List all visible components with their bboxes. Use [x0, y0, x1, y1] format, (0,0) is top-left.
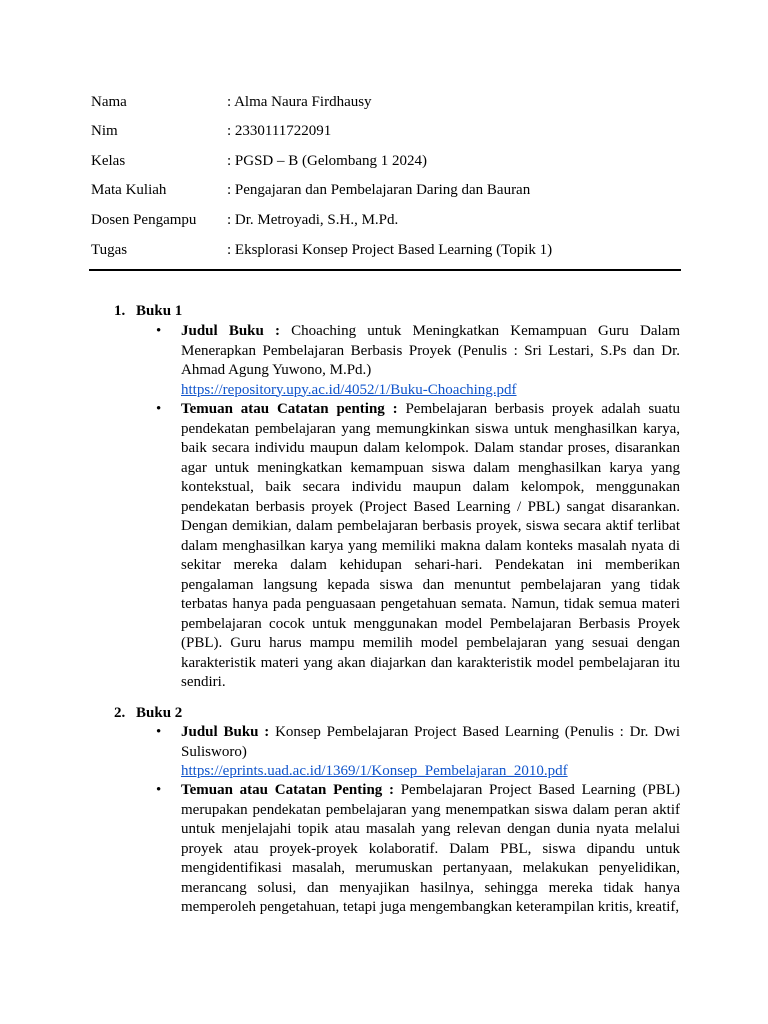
book-title-text: Konsep Pembelajaran Project Based Learning (Penulis : Dr. Dwi Sulisworo) — [181, 724, 680, 760]
meta-value: : Eksplorasi Konsep Project Based Learning (Topik 1) — [227, 242, 553, 258]
section-title: Buku 1 — [136, 303, 183, 319]
book-title-text: Choaching untuk Meningkatkan Kemampuan Guru Dalam Menerapkan Pembelajaran Berbasis Proyek (Penulis : Sri Lestari, S.Ps dan Dr. Ahmad Agung Yuwono, M.Pd.) — [181, 323, 680, 378]
meta-label: Mata Kuliah — [91, 182, 167, 198]
book-title-label: Judul Buku : — [181, 323, 280, 339]
meta-value: : Alma Naura Firdhausy — [227, 94, 372, 110]
book-link[interactable]: https://repository.upy.ac.id/4052/1/Buku-Choaching.pdf — [181, 381, 517, 398]
bullet-dot-icon: • — [156, 782, 162, 798]
findings-item — [156, 400, 680, 693]
section-number: 2. — [114, 705, 126, 721]
findings-label: Temuan atau Catatan Penting : — [181, 782, 394, 798]
book-link[interactable]: https://eprints.uad.ac.id/1369/1/Konsep_Pembelajaran_2010.pdf — [181, 763, 568, 779]
meta-label: Nama — [91, 94, 127, 110]
meta-label: Dosen Pengampu — [91, 212, 197, 228]
meta-value: : PGSD – B (Gelombang 1 2024) — [227, 153, 427, 169]
findings-label: Temuan atau Catatan penting : — [181, 401, 398, 417]
book-title-label: Judul Buku : — [181, 724, 270, 740]
book-title-item — [156, 322, 680, 400]
bullet-dot-icon: • — [156, 724, 162, 740]
section-title: Buku 2 — [136, 705, 183, 721]
meta-label: Kelas — [91, 153, 126, 169]
meta-value: : Dr. Metroyadi, S.H., M.Pd. — [227, 212, 399, 228]
section-heading — [114, 704, 182, 722]
findings-item — [156, 781, 680, 918]
book-title-item — [156, 723, 680, 782]
meta-label: Tugas — [91, 242, 128, 258]
meta-value: : 2330111722091 — [227, 123, 332, 139]
section-number: 1. — [114, 303, 126, 319]
meta-value: : Pengajaran dan Pembelajaran Daring dan Bauran — [227, 182, 531, 198]
header-divider — [89, 269, 681, 271]
bullet-dot-icon: • — [156, 401, 162, 417]
section-heading — [114, 302, 182, 320]
meta-label: Nim — [91, 123, 118, 139]
findings-text: Pembelajaran berbasis proyek adalah suatu pendekatan pembelajaran yang memungkinkan siswa untuk menghasilkan karya, baik secara individu maupun dalam kelompok. Dalam standar proses, disarankan agar untuk meningkatkan kemampuan siswa dalam menghasilkan karya yang kontekstual, baik secara individu maupun dalam kelompok, menggunakan pendekatan berbasis proyek (Project Based Learning / PBL) sangat disarankan. Dengan demikian, dalam pembelajaran berbasis proyek, siswa secara aktif terlibat dalam menghasilkan karya yang memiliki makna dalam konteks masalah nyata di sekitar mereka dalam kehidupan sehari-hari. Pendekatan ini memberikan pengalaman langsung kepada siswa dan menuntut pembelajaran yang tidak terbatas hanya pada penguasaan pengetahuan semata. Namun, tidak semua materi pembelajaran cocok untuk menggunakan model Pembelajaran Berbasis Proyek (PBL). Guru harus mampu memilih model pembelajaran yang sesuai dengan karakteristik materi yang akan diajarkan dan karakteristik model pembelajaran itu sendiri. — [181, 401, 680, 690]
bullet-dot-icon: • — [156, 323, 162, 339]
findings-text: Pembelajaran Project Based Learning (PBL) merupakan pendekatan pembelajaran yang menempatkan siswa dalam peran aktif untuk menjelajahi topik atau masalah yang relevan dengan dunia nyata melalui proyek atau proyek-proyek kolaboratif. Dalam PBL, siswa dipandu untuk mengidentifikasi masalah, merumuskan pertanyaan, melakukan penyelidikan, merancang solusi, dan menyajikan hasilnya, sehingga mereka tidak hanya memperoleh pengetahuan, tetapi juga mengembangkan keterampilan kritis, kreatif, — [181, 782, 680, 915]
